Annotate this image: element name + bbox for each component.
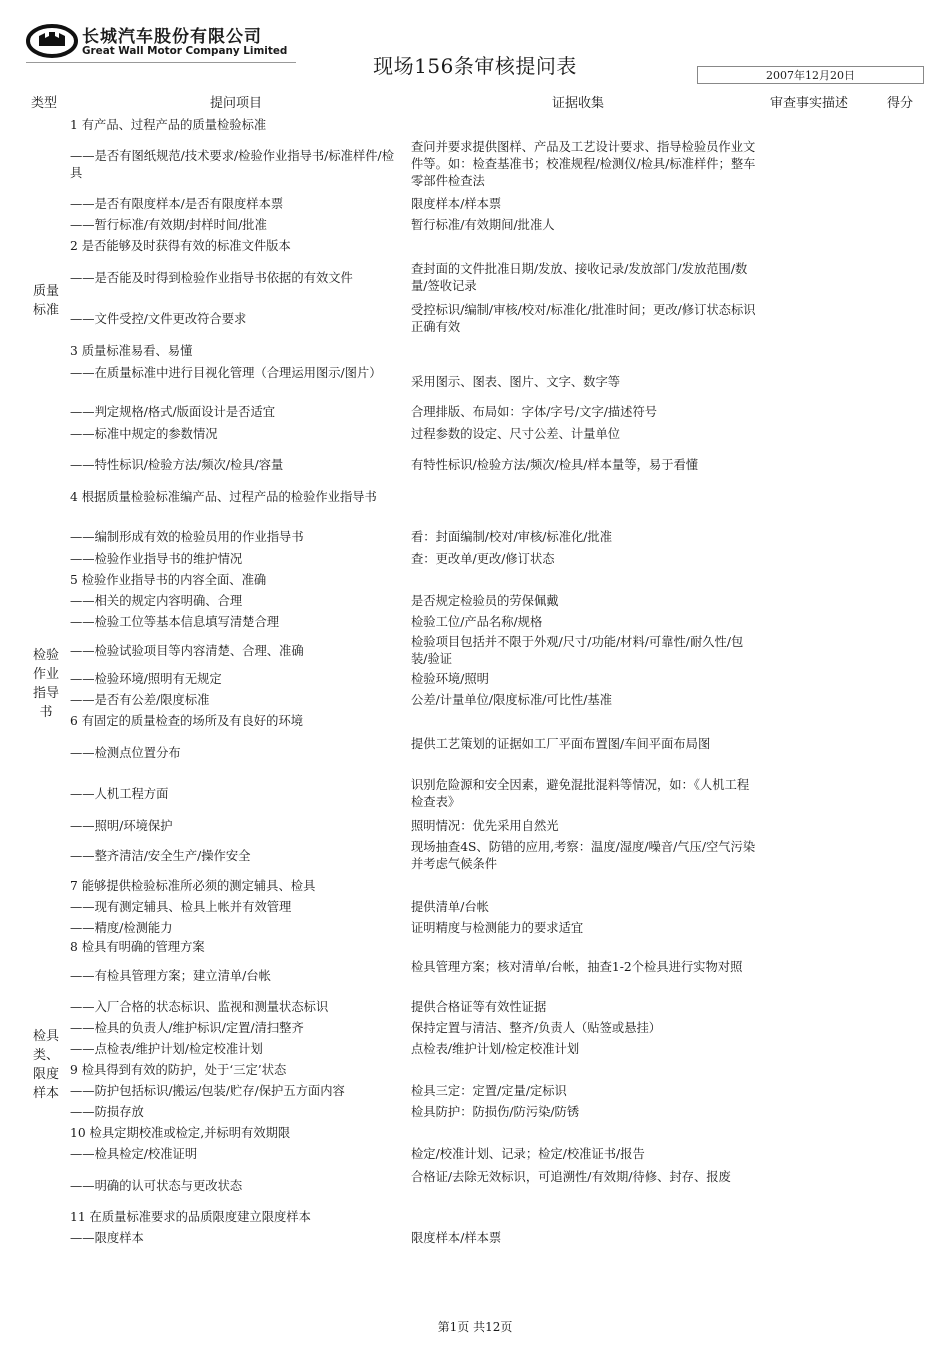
column-header-score: 得分 — [887, 96, 914, 111]
page-number: 第1页 共12页 — [437, 1320, 513, 1334]
question-text: ——相关的规定内容明确、合理 — [70, 594, 243, 608]
evidence-text: 查封面的文件批准日期/发放、接收记录/发放部门/发放范围/数量/签收记录 — [411, 262, 748, 293]
question-text: ——整齐清洁/安全生产/操作安全 — [70, 849, 251, 863]
question-text: ——是否有限度样本/是否有限度样本票 — [70, 197, 284, 211]
company-name-cn: 长城汽车股份有限公司 — [82, 27, 262, 47]
question-text: ——现有测定辅具、检具上帐并有效管理 — [70, 900, 292, 914]
question-text: 6 有固定的质量检查的场所及有良好的环境 — [70, 714, 304, 728]
evidence-text: 检具管理方案；核对清单/台帐，抽查1-2个检具进行实物对照 — [411, 960, 743, 974]
date-field: 2007年12月20日 — [697, 66, 924, 84]
evidence-text: 现场抽查4S、防错的应用,考察：温度/湿度/噪音/气压/空气污染并考虑气候条件 — [411, 840, 756, 871]
question-text: ——标准中规定的参数情况 — [70, 427, 218, 441]
evidence-text: 检验环境/照明 — [411, 672, 489, 686]
evidence-text: 查：更改单/更改/修订状态 — [411, 552, 555, 566]
question-text: 2 是否能够及时获得有效的标准文件版本 — [70, 239, 291, 253]
question-text: ——人机工程方面 — [70, 787, 169, 801]
question-text: ——检验环境/照明有无规定 — [70, 672, 222, 686]
evidence-text: 有特性标识/检验方法/频次/检具/样本量等，易于看懂 — [411, 458, 699, 472]
evidence-text: 限度样本/样本票 — [411, 1231, 502, 1245]
evidence-text: 提供工艺策划的证据如工厂平面布置图/车间平面布局图 — [411, 737, 711, 751]
question-text: ——暂行标准/有效期/封样时间/批准 — [70, 218, 267, 232]
document-title: 现场156条审核提问表 — [373, 54, 577, 78]
evidence-text: 过程参数的设定、尺寸公差、计量单位 — [411, 427, 621, 441]
evidence-text: 照明情况：优先采用自然光 — [411, 819, 559, 833]
column-header-type: 类型 — [31, 96, 58, 111]
column-header-question: 提问项目 — [210, 96, 263, 111]
question-text: ——检验作业指导书的维护情况 — [70, 552, 243, 566]
evidence-text: 识别危险源和安全因素，避免混批混料等情况，如：《人机工程检查表》 — [411, 778, 750, 809]
question-text: ——文件受控/文件更改符合要求 — [70, 312, 247, 326]
evidence-text: 检具防护：防损伤/防污染/防锈 — [411, 1105, 580, 1119]
evidence-text: 点检表/维护计划/检定校准计划 — [411, 1042, 580, 1056]
evidence-text: 公差/计量单位/限度标准/可比性/基准 — [411, 693, 613, 707]
column-header-evidence: 证据收集 — [552, 96, 605, 111]
evidence-text: 检定/校准计划、记录；检定/校准证书/报告 — [411, 1147, 645, 1161]
evidence-text: 限度样本/样本票 — [411, 197, 502, 211]
evidence-text: 提供合格证等有效性证据 — [411, 1000, 547, 1014]
evidence-text: 查问并要求提供图样、产品及工艺设计要求、指导检验员作业文件等。如：检查基准书；校准规程/检测仪/检具/标准样件；整车零部件检查法 — [411, 140, 756, 188]
question-text: ——检具检定/校准证明 — [70, 1147, 198, 1161]
column-header-fact: 审查事实描述 — [770, 96, 849, 111]
question-text: 3 质量标准易看、易懂 — [70, 344, 193, 358]
question-text: ——点检表/维护计划/检定校准计划 — [70, 1042, 263, 1056]
question-text: 10 检具定期校准或检定,并标明有效期限 — [70, 1126, 291, 1140]
question-text: ——防损存放 — [70, 1105, 144, 1119]
question-text: ——检验试验项目等内容清楚、合理、准确 — [70, 644, 304, 658]
question-text: ——入厂合格的状态标识、监视和测量状态标识 — [70, 1000, 329, 1014]
evidence-text: 检验项目包括并不限于外观/尺寸/功能/材料/可靠性/耐久性/包装/验证 — [411, 635, 744, 666]
question-text: ——检具的负责人/维护标识/定置/清扫整齐 — [70, 1021, 304, 1035]
question-text: 8 检具有明确的管理方案 — [70, 940, 205, 954]
question-text: ——照明/环境保护 — [70, 819, 173, 833]
category-quality-standard: 质量标准 — [32, 284, 59, 318]
question-text: 4 根据质量检验标准编产品、过程产品的检验作业指导书 — [70, 490, 377, 504]
evidence-text: 看：封面编制/校对/审核/标准化/批准 — [411, 530, 613, 544]
evidence-text: 提供清单/台帐 — [411, 900, 489, 914]
question-text: ——特性标识/检验方法/频次/检具/容量 — [70, 458, 284, 472]
question-text: ——检验工位等基本信息填写清楚合理 — [70, 615, 280, 629]
question-text: ——限度样本 — [70, 1231, 144, 1245]
category-gauge-sample: 检具类、限度样本 — [32, 1029, 59, 1101]
question-text: ——是否有公差/限度标准 — [70, 693, 210, 707]
evidence-text: 暂行标准/有效期间/批准人 — [411, 218, 555, 232]
question-text: ——是否有图纸规范/技术要求/检验作业指导书/标准样件/检具 — [70, 149, 394, 180]
company-name-en: Great Wall Motor Company Limited — [82, 45, 288, 57]
evidence-text: 检验工位/产品名称/规格 — [411, 615, 543, 629]
question-text: ——检测点位置分布 — [70, 746, 181, 760]
question-text: ——有检具管理方案；建立清单/台帐 — [70, 969, 271, 983]
question-text: ——判定规格/格式/版面设计是否适宜 — [70, 405, 276, 419]
evidence-text: 受控标识/编制/审核/校对/标准化/批准时间；更改/修订状态标识正确有效 — [411, 303, 756, 334]
question-text: 9 检具得到有效的防护，处于‘三定’状态 — [70, 1063, 287, 1077]
question-text: 5 检验作业指导书的内容全面、准确 — [70, 573, 267, 587]
question-text: ——是否能及时得到检验作业指导书依据的有效文件 — [70, 271, 353, 285]
evidence-text: 采用图示、图表、图片、文字、数字等 — [411, 375, 621, 389]
evidence-text: 合理排版、布局如：字体/字号/文字/描述符号 — [411, 405, 658, 419]
evidence-text: 是否规定检验员的劳保佩戴 — [411, 594, 559, 608]
evidence-text: 合格证/去除无效标识，可追溯性/有效期/待修、封存、报废 — [411, 1170, 731, 1184]
question-text: 7 能够提供检验标准所必须的测定辅具、检具 — [70, 879, 316, 893]
question-text: 1 有产品、过程产品的质量检验标准 — [70, 118, 267, 132]
question-text: ——在质量标准中进行目视化管理（合理运用图示/图片） — [70, 366, 382, 380]
question-text: ——编制形成有效的检验员用的作业指导书 — [70, 530, 304, 544]
question-text: ——防护包括标识/搬运/包装/贮存/保护五方面内容 — [70, 1084, 345, 1098]
question-text: ——精度/检测能力 — [70, 921, 173, 935]
question-text: ——明确的认可状态与更改状态 — [70, 1179, 243, 1193]
evidence-text: 检具三定：定置/定量/定标识 — [411, 1084, 567, 1098]
evidence-text: 保持定置与清洁、整齐/负责人（贴签或悬挂） — [411, 1021, 662, 1035]
evidence-text: 证明精度与检测能力的要求适宜 — [411, 921, 584, 935]
question-text: 11 在质量标准要求的品质限度建立限度样本 — [70, 1210, 311, 1224]
category-inspection-guide: 检验作业指导书 — [32, 648, 59, 720]
